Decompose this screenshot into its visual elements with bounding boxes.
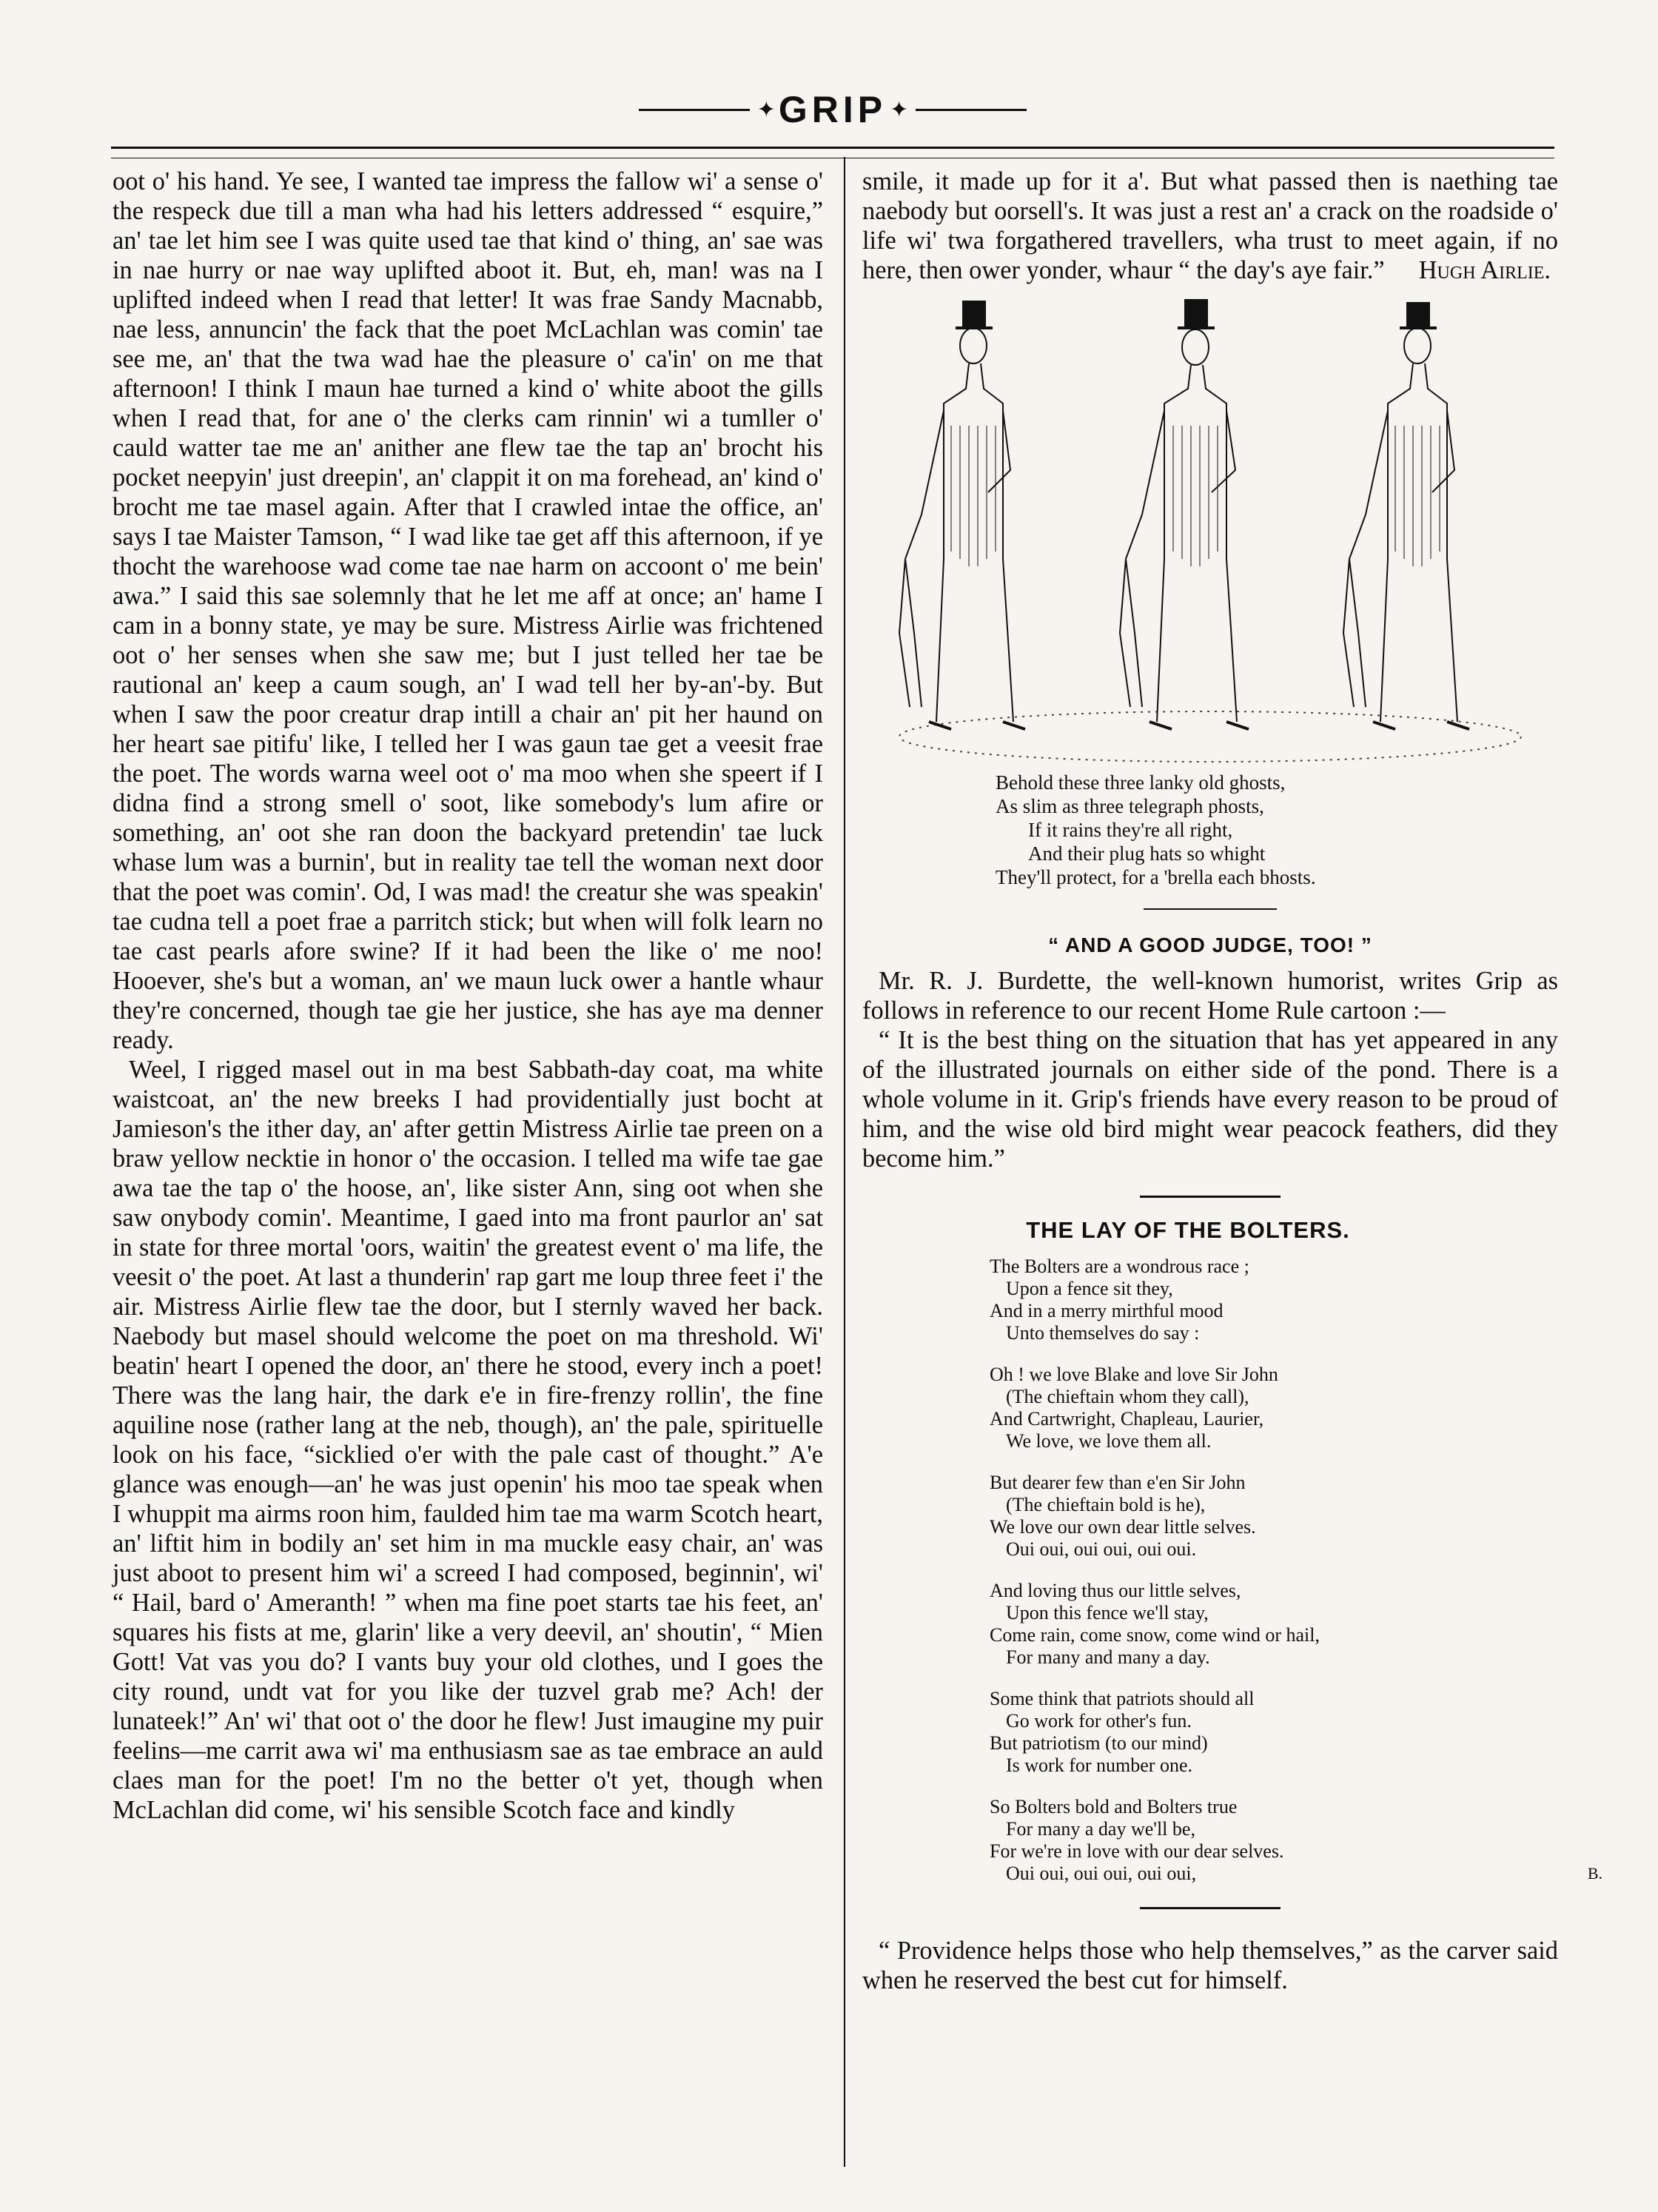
poem-title: THE LAY OF THE BOLTERS.	[1026, 1217, 1350, 1243]
poem-stanza	[990, 1580, 1558, 1669]
providence-squib: “ Providence helps those who help themselves,” as the carver said when he reserved the best cut for himself.	[862, 1937, 1558, 1994]
poem-line: The Bolters are a wondrous race ;	[990, 1256, 1249, 1277]
poem-line: Upon this fence we'll stay,	[1006, 1602, 1209, 1623]
masthead-rule-right	[916, 109, 1027, 111]
poem-line: Unto themselves do say :	[1006, 1322, 1200, 1344]
story-continuation-text: smile, it made up for it a'. But what passed then is naething tae naebody but oorsell's. It was just a rest an' a crack on the roadside o' life wi' twa forgathered travellers, wha trust to meet again, if no here, then ower yonder, whaur “ the day's aye fair.”	[862, 167, 1558, 284]
column-divider	[844, 157, 845, 2167]
cartoon-caption	[996, 771, 1558, 889]
masthead-rule-left	[639, 109, 750, 111]
poem-signature: B.	[1587, 1864, 1602, 1883]
poem	[990, 1256, 1602, 1885]
caption-line: As slim as three telegraph phosts,	[996, 795, 1264, 817]
story-continuation	[862, 167, 1558, 285]
poem-line: Upon a fence sit they,	[1006, 1278, 1173, 1299]
poem-line: For many a day we'll be,	[1006, 1818, 1195, 1840]
poem-line: And in a merry mirthful mood	[990, 1300, 1224, 1321]
poem-line: Oh ! we love Blake and love Sir John	[990, 1364, 1278, 1385]
judge-heading: “ AND A GOOD JUDGE, TOO! ”	[1048, 934, 1372, 956]
poem-line: Go work for other's fun.	[1006, 1710, 1192, 1732]
caption-line: Behold these three lanky old ghosts,	[996, 771, 1286, 794]
caption-line: If it rains they're all right,	[1028, 819, 1233, 841]
section-rule	[1140, 1196, 1281, 1198]
poem-line: Some think that patriots should all	[990, 1688, 1255, 1709]
cartoon-figure	[899, 301, 1025, 729]
poem-stanza	[990, 1796, 1602, 1885]
star-ornament-icon: ✦	[890, 97, 909, 122]
caption-line: And their plug hats so whight	[1028, 842, 1266, 865]
poem-line: We love, we love them all.	[1006, 1430, 1212, 1452]
poem-line: (The chieftain bold is he),	[1006, 1494, 1206, 1515]
poem-line: So Bolters bold and Bolters true	[990, 1796, 1238, 1817]
masthead-title: GRIP	[778, 89, 887, 130]
poem-line: We love our own dear little selves.	[990, 1516, 1256, 1538]
poem-stanza	[990, 1472, 1558, 1561]
poem-line: Oui oui, oui oui, oui oui,	[1006, 1863, 1197, 1884]
cartoon-figure	[1120, 300, 1249, 729]
poem-stanza	[990, 1688, 1558, 1777]
cartoon-figure	[1343, 303, 1469, 729]
poem-line: But dearer few than e'en Sir John	[990, 1472, 1246, 1493]
poem-line: Come rain, come snow, come wind or hail,	[990, 1624, 1320, 1646]
right-column	[862, 167, 1602, 1995]
header-double-rule	[111, 147, 1554, 158]
poem-line: For we're in love with our dear selves.	[990, 1840, 1284, 1862]
story-paragraph: Weel, I rigged masel out in ma best Sabbath-day coat, ma white waistcoat, an' the new breeks I had providentially just bocht at Jamieson's the ither day, an' after gettin Mistress Airlie tae preen on a braw yellow necktie in honor o' the occasion. I telled ma wife tae gae awa tae the tap o' the hoose, an', like sister Ann, sing oot when she saw onybody comin'. Meantime, I gaed into ma front paurlor an' sat in state for three mortal 'oors, waitin' the greatest event o' ma life, the veesit o' the poet. At last a thunderin' rap gart me loup three feet i' the air. Mistress Airlie flew tae the door, but I sternly waved her back. Naebody but masel should welcome the poet on ma threshold. Wi' beatin' heart I opened the door, an' there he stood, every inch a poet! There was the lang hair, the dark e'e in fire-frenzy rollin', the fine aquiline nose (rather lang at the neb, though), an' the pale, spirituelle look on his face, “sicklied o'er with the pale cast of thought.” A'e glance was enough—an' he was just openin' his moo tae speak when I whuppit ma airms roon him, faulded him tae ma warm Scotch heart, an' liftit him in bodily an' set him in ma muckle easy chair, an' was just aboot to present him wi' a screed I had composed, beginnin', wi' “ Hail, bard o' Ameranth! ” when ma fine poet starts tae his feet, an' squares his fists at me, glarin' like a very deevil, an' shoutin', “ Mien Gott! Vat vas you do? I vants buy your old clothes, und I goes the city round, undt vat for you like der tuzvel grab me? Ach! der lunateek!” An' wi' that oot o' the door he flew! Just imaugine my puir feelins—me carrit awa wi' ma enthusiasm sae as tae embrace an auld claes man for the poet! I'm no the better o't yet, though when McLachlan did come, wi' his sensible Scotch face and kindly	[113, 1056, 823, 1824]
section-rule	[1144, 908, 1277, 910]
poem-line: Oui oui, oui oui, oui oui.	[1006, 1538, 1197, 1560]
judge-quote: “ It is the best thing on the situation that has yet appeared in any of the illustrated journals on either side of the pond. There is a whole volume in it. Grip's friends have every reason to be proud of him, and the wise old bird might wear peacock feathers, did they become him.”	[862, 1026, 1558, 1173]
story-paragraph: oot o' his hand. Ye see, I wanted tae impress the fallow wi' a sense o' the respeck due till a man wha had his letters addressed “ esquire,” an' tae let him see I was quite used tae that kind o' thing, an' sae was in nae hurry or nae way uplifted aboot it. But, eh, man! was na I uplifted indeed when I read that letter! It was frae Sandy Macnabb, nae less, annuncin' the fack that the poet McLachlan was comin' tae see me, an' that the twa wad hae the pleasure o' ca'in' on me that afternoon! I think I maun hae turned a kind o' white aboot the gills when I read that, for ane o' the clerks cam rinnin' wi a tumller o' cauld watter tae me an' anither ane flew tae the tap an' brocht his pocket neepyin' just dreepin', an' clappit it on ma forehead, an' kind o' brocht me tae masel again. After that I crawled intae the office, an' says I tae Maister Tamson, “ I wad like tae get aff this afternoon, if ye thocht the warehoose wad come tae nae harm on accoont o' me bein' awa.” I said this sae solemnly that he let me aff at once; an' hame I cam in a bonny state, ye may be sure. Mistress Airlie was frichtened oot o' her senses when she saw me; but I just telled her tae be rautional an' keep a caum sough, an' I wad tell her by-an'-by. But when I saw the poor creatur drap intill a chair an' pit her haund on her heart sae pitifu' like, I telled her I was gaun tae get a veesit frae the poet. The words warna weel oot o' ma moo when she speert if I didna find a strong smell o' soot, like somebody's lum afire or something, an' oot she ran doon the backyard pretendin' tae luck whase lum was a burnin', but in reality tae tell the woman next door that the poet was comin'. Od, I was mad! the creatur she was speakin' tae cudna tell a poet frae a parritch stick; but when will folk learn no tae cast pearls afore swine? If it had been the like o' me noo! Hooever, she's but a woman, an' we maun luck ower a hantle whaur they're concerned, though tae gie her justice, she has aye ma denner ready.	[113, 167, 823, 1054]
poem-line: (The chieftain whom they call),	[1006, 1386, 1249, 1407]
left-column	[113, 167, 823, 1825]
caption-line: They'll protect, for a 'brella each bhosts.	[996, 866, 1316, 888]
star-ornament-icon: ✦	[756, 97, 776, 122]
cartoon-three-ghosts	[870, 292, 1551, 766]
section-rule	[1140, 1907, 1281, 1909]
poem-line: And loving thus our little selves,	[990, 1580, 1241, 1601]
poem-stanza	[990, 1256, 1558, 1344]
poem-stanza	[990, 1364, 1558, 1452]
poem-line: Is work for number one.	[1006, 1754, 1192, 1776]
masthead	[111, 87, 1554, 132]
poem-line: But patriotism (to our mind)	[990, 1732, 1208, 1754]
story-signature: Hugh Airlie.	[1418, 256, 1551, 284]
poem-line: And Cartwright, Chapleau, Laurier,	[990, 1408, 1264, 1430]
judge-intro: Mr. R. J. Burdette, the well-known humorist, writes Grip as follows in reference to our recent Home Rule cartoon :—	[862, 967, 1558, 1025]
poem-line: For many and many a day.	[1006, 1646, 1210, 1668]
